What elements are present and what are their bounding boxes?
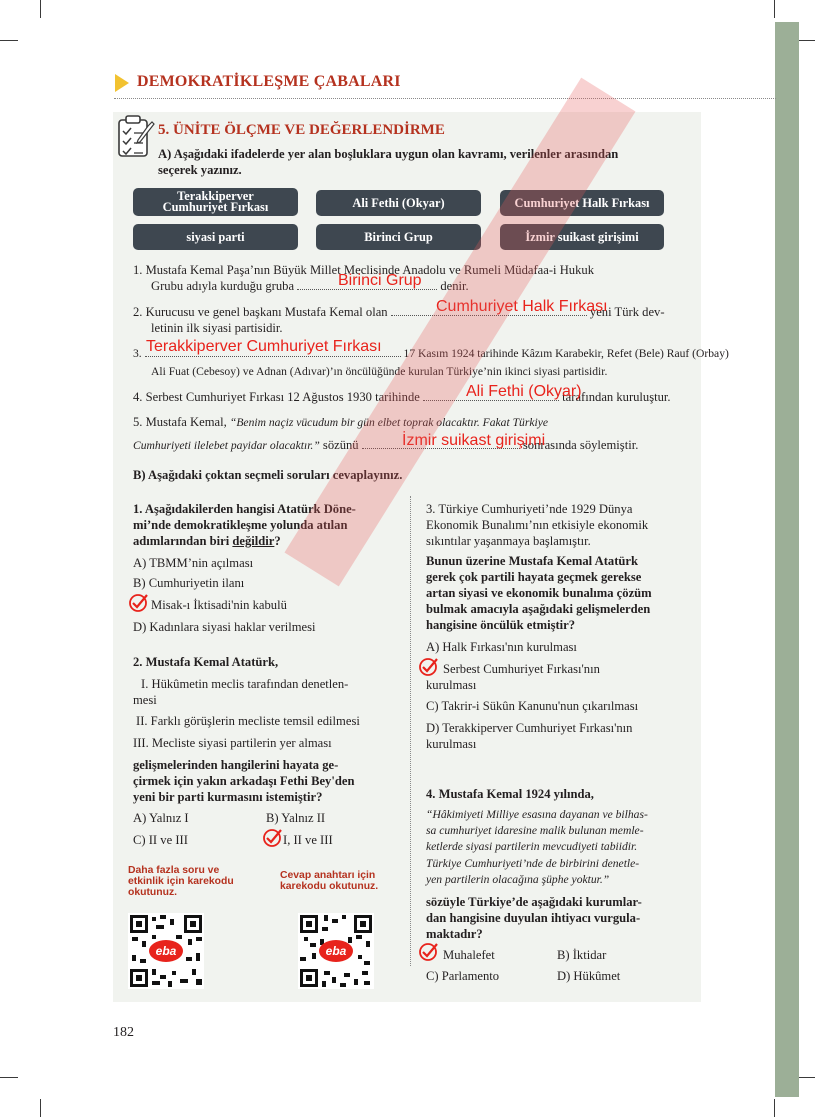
mcq3-option-b: Serbest Cumhuriyet Fırkası'nın xyxy=(443,662,600,676)
mcq3-option-c: C) Takrir-i Sükûn Kanunu'nun çıkarılması xyxy=(426,699,639,713)
fill-q5-line2: Cumhuriyeti ilelebet payidar olacaktır.” sözünü sonrasında söylemiştir. xyxy=(133,438,639,452)
fill-q2-line2: letinin ilk siyasi partisidir. xyxy=(151,321,283,335)
mcq3-option-d-cont: kurulması xyxy=(426,737,477,751)
option-ali-fethi: Ali Fethi (Okyar) xyxy=(316,190,481,216)
answer-q1: Birinci Grup xyxy=(338,272,422,289)
answer-q4: Ali Fethi (Okyar) xyxy=(466,383,582,400)
section-a-instruction: A) Aşağıdaki ifadelerde yer alan boşluklara uygun olan kavramı, verilenler arasından seçerek yazınız. xyxy=(158,147,619,177)
qr-code-more-questions[interactable] xyxy=(128,913,204,989)
crop-mark xyxy=(774,0,775,18)
mcq2-item-1: I. Hükûmetin meclis tarafından denetlen- xyxy=(141,677,349,691)
mcq4-option-a: Muhalefet xyxy=(443,948,495,962)
option-birinci-grup: Birinci Grup xyxy=(316,224,481,250)
mcq4-option-b: B) İktidar xyxy=(557,948,607,962)
fill-q5-line1: 5. Mustafa Kemal, “Benim naçiz vücudum bir gün elbet toprak olacaktır. Fakat Türkiye xyxy=(133,415,549,429)
column-divider xyxy=(410,496,411,966)
header-arrow-icon xyxy=(115,74,129,92)
mcq3-option-d: D) Terakkiperver Cumhuriyet Fırkası'nın xyxy=(426,721,633,735)
mcq2-item-2: II. Farklı görüşlerin mecliste temsil edilmesi xyxy=(136,714,360,728)
mcq2-option-b: B) Yalnız II xyxy=(266,811,326,825)
unit-title: 5. ÜNİTE ÖLÇME VE DEĞERLENDİRME xyxy=(158,122,445,138)
mcq1-stem: 1. Aşağıdakilerden hangisi Atatürk Döne- mi’nde demokratikleşme yolunda atılan adımlarından biri değildir? xyxy=(133,502,356,548)
option-chf: Cumhuriyet Halk Fırkası xyxy=(500,190,664,216)
mcq2-item-1-cont: mesi xyxy=(133,693,157,707)
mcq4-question: sözüyle Türkiye’de aşağıdaki kurumlar- dan hangisine duyulan ihtiyacı vurgula- maktadır? xyxy=(426,895,642,941)
eba-logo: eba xyxy=(325,944,347,958)
option-izmir-suikast: İzmir suikast girişimi xyxy=(500,224,664,250)
answer-q2: Cumhuriyet Halk Fırkası xyxy=(436,298,608,315)
page-number: 182 xyxy=(113,1025,134,1040)
answer-check-icon xyxy=(418,657,438,677)
mcq3-stem: 3. Türkiye Cumhuriyeti’nde 1929 Dünya Ekonomik Bunalımı’nın etkisiyle ekonomik sıkıntılar yaşanmaya başlamıştır. xyxy=(426,502,649,548)
clipboard-checklist-icon xyxy=(115,112,155,160)
fill-q3-line2: Ali Fuat (Cebesoy) ve Adnan (Adıvar)’ın öncülüğünde kurulan Türkiye’nin ikinci siyasi partisidir. xyxy=(151,365,608,378)
mcq2-question: gelişmelerinden hangilerini hayata ge- çirmek için yakın arkadaşı Fethi Bey'den yeni bir parti kurmasını istemiştir? xyxy=(133,758,355,804)
mcq2-option-d: I, II ve III xyxy=(283,833,333,847)
fill-q4-line1: 4. Serbest Cumhuriyet Fırkası 12 Ağustos 1930 tarihinde tarafından kuruluştur. xyxy=(133,390,671,404)
mcq3-question: Bunun üzerine Mustafa Kemal Atatürk gerek çok partili hayata geçmek gerekse artan siyasi ve ekonomik bunalıma çözüm bulmak amacıyla aşağıdaki gelişmelerden hangisine öncülük etmiştir? xyxy=(426,554,652,632)
eba-logo: eba xyxy=(155,944,177,958)
crop-mark xyxy=(40,1099,41,1117)
answer-check-icon xyxy=(128,593,148,613)
mcq2-stem: 2. Mustafa Kemal Atatürk, xyxy=(133,655,279,669)
answer-q5: İzmir suikast girişimi xyxy=(402,432,546,449)
qr-caption-answer-key: Cevap anahtarı için karekodu okutunuz. xyxy=(280,870,379,892)
crop-mark xyxy=(774,1099,775,1117)
crop-mark xyxy=(0,40,18,41)
crop-mark xyxy=(0,1077,18,1078)
option-siyasi-parti: siyasi parti xyxy=(133,224,298,250)
section-b-instruction: B) Aşağıdaki çoktan seçmeli soruları cevaplayınız. xyxy=(133,468,403,482)
crop-mark xyxy=(797,1077,815,1078)
mcq1-option-d: D) Kadınlara siyasi haklar verilmesi xyxy=(133,620,316,634)
answer-q3: Terakkiperver Cumhuriyet Fırkası xyxy=(146,338,382,355)
answer-check-icon xyxy=(418,942,438,962)
crop-mark xyxy=(40,0,41,18)
mcq1-option-b: B) Cumhuriyetin ilanı xyxy=(133,576,245,590)
mcq3-option-b-cont: kurulması xyxy=(426,678,477,692)
header-divider xyxy=(114,98,776,99)
mcq2-option-a: A) Yalnız I xyxy=(133,811,189,825)
mcq4-quote: “Hâkimiyeti Milliye esasına dayanan ve bilhas- sa cumhuriyet idaresine malik bulunan memle- ketlerde siyasi partilerin mevcudiyeti tabiidir. Türkiye Cumhuriyeti’nde de birbirini denetle- yen partilerin olacağına şüphe yoktur.” xyxy=(426,808,648,886)
mcq2-option-c: C) II ve III xyxy=(133,833,188,847)
crop-mark xyxy=(797,40,815,41)
option-terakkiperver: Terakkiperver Cumhuriyet Fırkası xyxy=(133,188,298,216)
fill-q1-line2: Grubu adıyla kurduğu gruba denir. xyxy=(151,279,469,293)
mcq4-stem: 4. Mustafa Kemal 1924 yılında, xyxy=(426,787,594,801)
qr-code-answer-key[interactable] xyxy=(298,913,374,989)
answer-check-icon xyxy=(262,828,282,848)
side-color-strip xyxy=(775,22,799,1097)
fill-q2-line1: 2. Kurucusu ve genel başkanı Mustafa Kemal olan yeni Türk dev- xyxy=(133,305,665,319)
mcq1-option-c: Misak-ı İktisadi'nin kabulü xyxy=(151,598,287,612)
mcq4-option-c: C) Parlamento xyxy=(426,969,500,983)
qr-caption-more-questions: Daha fazla soru ve etkinlik için karekodu okutunuz. xyxy=(128,865,234,898)
fill-q1-line1: 1. Mustafa Kemal Paşa’nın Büyük Millet Meclisinde Anadolu ve Rumeli Müdafaa-i Hukuk xyxy=(133,263,594,277)
mcq2-item-3: III. Mecliste siyasi partilerin yer alması xyxy=(133,736,332,750)
fill-q3-line1: 3. 17 Kasım 1924 tarihinde Kâzım Karabekir, Refet (Bele) Rauf (Orbay) xyxy=(133,347,729,360)
chapter-title: DEMOKRATİKLEŞME ÇABALARI xyxy=(137,73,401,90)
mcq4-option-d: D) Hükûmet xyxy=(557,969,621,983)
mcq3-option-a: A) Halk Fırkası'nın kurulması xyxy=(426,640,577,654)
mcq1-option-a: A) TBMM’nin açılması xyxy=(133,556,254,570)
